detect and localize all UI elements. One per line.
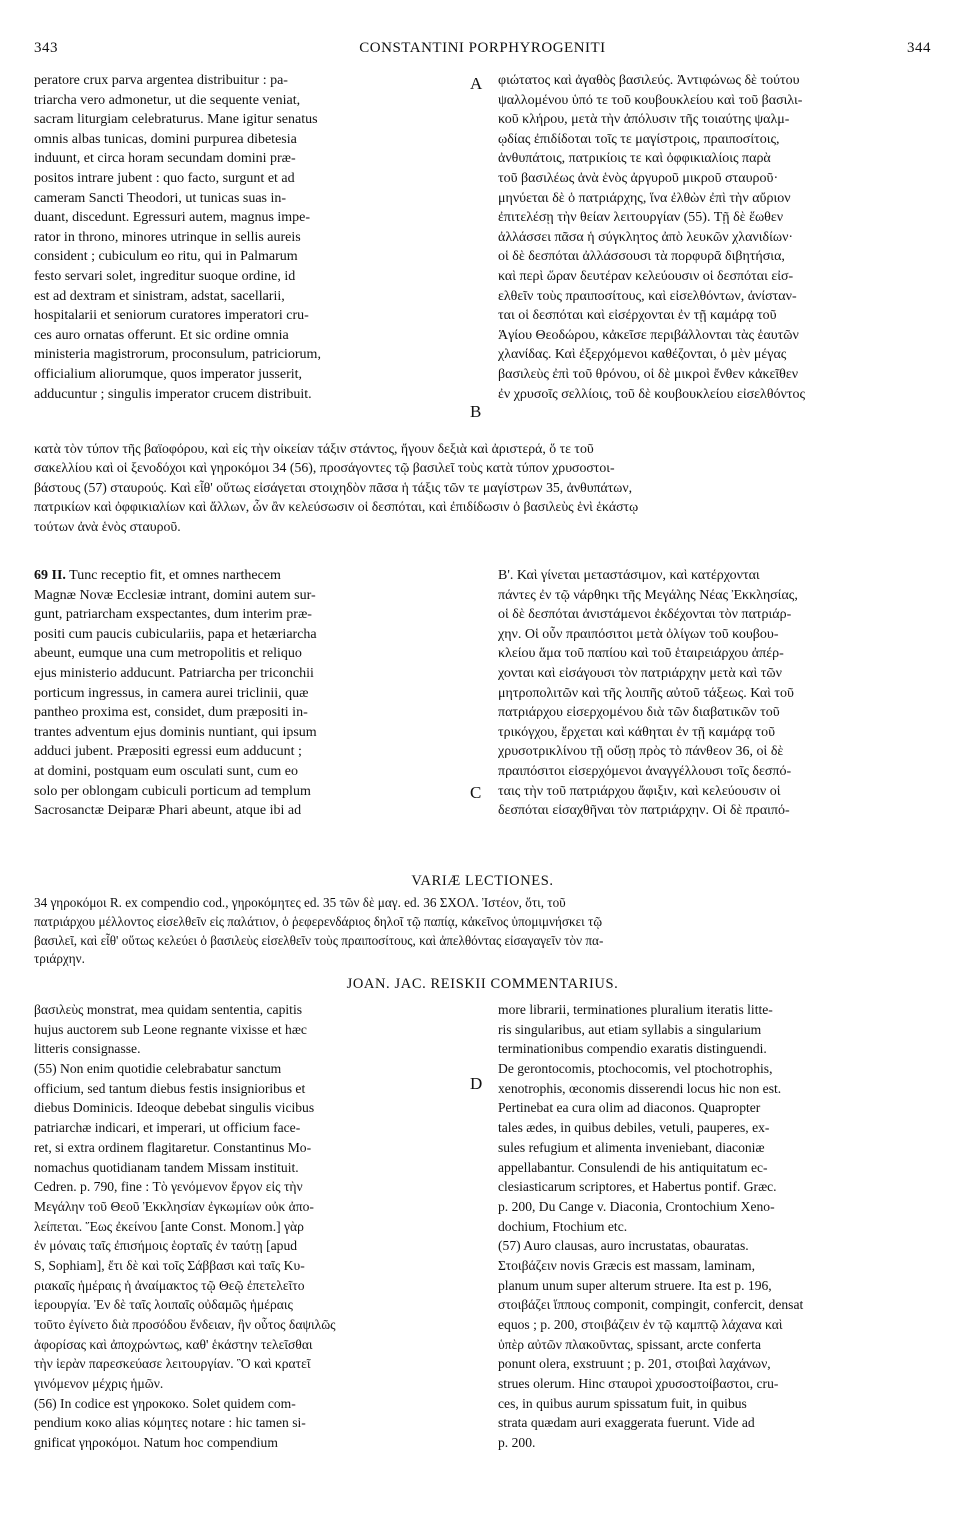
margin-marker-c: C [470, 783, 482, 802]
text-line: κοῦ κλήρου, μετὰ τὴν ἀπόλυσιν τῆς τοιαύτης ψαλμ- [498, 112, 790, 128]
commentary-line: more librarii, terminationes pluralium iteratis litte- [498, 1002, 773, 1017]
text-line [34, 762, 466, 782]
note-line: βασιλεῖ, καὶ εἶθ' οὕτως κελεύει ὁ βασιλεὺς εἰσελθεῖν τοὺς πραιποσίτους, καὶ ἀπελθόντας εἰσαγαγεῖν τὸν πα- [34, 932, 604, 948]
text-line: rator in throno, minores utrinque in sellis aureis [34, 229, 301, 245]
commentary-line: dochium, Ftochium etc. [498, 1218, 628, 1234]
commentary-line: planum unum super alterum struere. Ita est p. 196, [498, 1277, 772, 1293]
commentary-line: ret, si extra ordinem flagitaretur. Constantinus Mo- [34, 1139, 312, 1155]
text-line: peratore crux parva argentea distribuitur : pa- [34, 73, 288, 88]
page-header [34, 40, 931, 62]
text-line: τοῦ βασιλέως ἀνὰ ἑνὸς ἀργυροῦ μικροῦ σταυροῦ· [498, 170, 779, 186]
line-text: abeunt, eumque una cum metropolitis et reliquo [34, 646, 302, 662]
commentary-line: ἐν μόναις ταῖς ἐπισήμοις ἑορταῖς ἐν ταύτῃ [apud [34, 1238, 298, 1254]
commentary-line: sules refugium et alimenta inveniebant, diaconiæ [498, 1139, 765, 1155]
line-text: Magnæ Novæ Ecclesiæ intrant, domini autem sur- [34, 587, 316, 603]
commentary-heading: JOAN. JAC. REISKII COMMENTARIUS. [346, 976, 619, 992]
commentary-line: p. 200, Du Cange v. Diaconia, Crontochium Xeno- [498, 1198, 775, 1214]
commentary-line: ὑπὲρ αὐτῶν πλακοῦντας, spissant, arcte conferta [498, 1336, 762, 1352]
line-text: pantheo proxima est, considet, dum præpositi in- [34, 705, 308, 721]
text-line: ἐν χρυσοῖς σελλίοις, τοῦ δὲ κουβουκλείου εἰσελθόντος [498, 386, 806, 402]
line-text: solo per oblongam cubiculi porticum ad templum [34, 783, 311, 799]
text-line: hospitalarii et seniorum curatores imperatori cru- [34, 308, 309, 324]
text-line: ψαλλομένου ὑπό τε τοῦ κουβουκλείου καὶ τοῦ βασιλι- [498, 92, 803, 108]
line-text: Sacrosanctæ Deiparæ Phari abeunt, atque ibi ad [34, 803, 302, 819]
commentary-line: tales ædes, in quibus debiles, vetuli, pauperes, ex- [498, 1120, 770, 1136]
text-line: πραιπόσιτοι εἰσερχόμενοι ἀναγγέλλουσι τοῖς δεσπό- [498, 763, 792, 779]
text-line [34, 782, 466, 802]
text-line: triarcha vero admonetur, ut die sequente veniat, [34, 92, 301, 108]
commentary-line: strata quædam auri exaggerata fuerunt. Vide ad [498, 1415, 755, 1431]
commentary-line: βασιλεὺς monstrat, mea quidam sententia, capitis [34, 1002, 303, 1017]
margin-marker-a: A [470, 74, 483, 93]
commentary-line: pendium κοκο alias κόμητες notare : hic tamen si- [34, 1415, 306, 1431]
commentary-line: gnificat γηροκόμοι. Natum hoc compendium [34, 1435, 278, 1451]
text-line: sacram liturgiam celebraturus. Mane igitur senatus [34, 112, 318, 128]
text-line: κατὰ τὸν τύπον τῆς βαϊοφόρου, καὶ εἰς τὴν οἰκείαν τάξιν στάντος, ἤγουν δεξιὰ καὶ ἀριστερά, ὅ τε τοῦ [34, 441, 594, 456]
commentary-line: τὴν ἱερὰν παρεσκεύασε λειτουργίαν. Ὃ καὶ κρατεῖ [34, 1356, 311, 1372]
commentary-line: Pertinebat ea cura olim ad diaconos. Quapropter [498, 1100, 761, 1116]
text-line: Β'. Καὶ γίνεται μεταστάσιμον, καὶ κατέρχονται [498, 568, 760, 583]
text-line: μηνύεται δὲ ὁ πατριάρχης, ἵνα ἐλθὼν ἐπὶ τὴν αὔριον [498, 190, 791, 206]
commentary-line: (56) In codice est γηροκοκο. Solet quidem com- [34, 1395, 296, 1411]
commentary-line: στοιβάζει ἵππους componit, compingit, confercit, densat [498, 1297, 804, 1313]
commentary-line: τοῦτο ἐγίνετο διὰ προσόδου ἔνδειαν, ἣν οὗτος δαψιλῶς [34, 1317, 336, 1332]
commentary-line: (55) Non enim quotidie celebrabatur sanctum [34, 1061, 282, 1077]
text-line: consident ; cubiculum eo ritu, qui in Palmarum [34, 249, 298, 265]
commentary-line: ris singularibus, aut etiam syllabis a singularium [498, 1021, 762, 1037]
commentary-line: γινόμενον μέχρις ἡμῶν. [34, 1376, 164, 1392]
commentary-line: terminationibus compendio exaratis distinguendi. [498, 1041, 767, 1057]
text-line: βάστους (57) σταυρούς. Καὶ εἶθ' οὕτως εἰσάγεται στοιχηδὸν πᾶσα ἡ τάξις τῶν τε μαγίστρων 35, ἀνθυπάτων, [34, 479, 633, 495]
text-line: ἀλλάσσει πᾶσα ἡ σύγκλητος ἀπὸ λευκῶν χλανιδίων· [498, 229, 794, 245]
variae-lectiones-heading: VARIÆ LECTIONES. [411, 873, 554, 889]
margin-marker-d: D [470, 1074, 483, 1093]
margin-marker-b: B [470, 402, 482, 421]
commentary-line: appellabantur. Consulendi de his antiquitatum ec- [498, 1159, 768, 1175]
latin-column-bottom [34, 566, 466, 821]
text-line: χρυσοτρικλίνου τῇ οὔσῃ πρὸς τὸ πάνθεον 36, οἱ δὲ [498, 744, 784, 760]
text-line: κλείου ἅμα τοῦ παπίου καὶ τοῦ ἑταιρειάρχου ἀπέρ- [498, 646, 784, 662]
line-text: ejus ministerio adducunt. Patriarcha per triconchii [34, 665, 314, 681]
text-line: οἱ δὲ δεσπόται ἀλλάσσουσι τὰ πορφυρᾶ διβητήσια, [498, 249, 785, 265]
commentary-line: ἀφορίσας καὶ ἀποχρώντως, καθ' ἑκάστην τελεῖσθαι [34, 1336, 313, 1352]
commentary-right-column [498, 1000, 933, 1453]
text-line: πατριάρχου εἰσερχομένου διὰ τῶν διαβατικῶν τοῦ [498, 705, 780, 721]
commentary-line: Στοιβάζειν novis Græcis est massam, laminam, [498, 1257, 755, 1273]
text-line: καὶ περὶ ὥραν δευτέραν κελεύουσιν οἱ δεσπόται εἰσ- [498, 268, 794, 284]
commentary-line: xenotrophis, œconomis disserendi locus hic non est. [498, 1080, 782, 1096]
text-line: festo servari solet, ingreditur suoque ordine, id [34, 268, 296, 284]
latin-column-top [34, 71, 466, 404]
commentary-line: hujus auctorem sub Leone regnante vixisse et hæc [34, 1021, 307, 1037]
text-line: χην. Οἱ οὖν πραιπόσιτοι μετὰ ὀλίγων τοῦ κουβου- [498, 626, 779, 642]
text-line [34, 801, 466, 821]
text-line: ces auro ornatas offerunt. Et sic ordine omnia [34, 327, 289, 343]
commentary-line: Cedren. p. 790, fine : Τὸ γενόμενον ἔργον εἰς τὴν [34, 1179, 303, 1195]
text-line: positos intrare jubent : quo facto, surgunt et ad [34, 170, 295, 186]
commentary-line: (57) Auro clausas, auro incrustatas, obauratas. [498, 1238, 749, 1254]
line-text: positi cum paucis cubiculariis, papa et hetæriarcha [34, 626, 317, 642]
text-line: πάντες ἐν τῷ νάρθηκι τῆς Μεγάλης Νέας Ἐκκλησίας, [498, 587, 798, 603]
note-line: 34 γηροκόμοι R. ex compendio cod., γηροκόμητες ed. 35 τῶν δὲ μαγ. ed. 36 ΣΧΟΛ. Ἰστέον, ὅτι, τοῦ [34, 895, 566, 910]
greek-full-width-text [34, 441, 931, 538]
commentary-line: patriarchæ indicari, et imperari, ut officium face- [34, 1120, 301, 1136]
text-line: omnis albas tunicas, domini purpurea dibetesia [34, 131, 297, 147]
text-line [34, 664, 466, 684]
commentary-line: strues olerum. Hinc σταυροὶ χρυσοστοίβαστοι, cru- [498, 1376, 779, 1392]
text-line: μητροπολιτῶν καὶ τῆς λοιπῆς αὐτοῦ τάξεως. Καὶ τοῦ [498, 685, 794, 701]
commentary-line: De gerontocomis, ptochocomis, vel ptochotrophis, [498, 1061, 773, 1077]
page-title: CONSTANTINI PORPHYROGENITI [359, 40, 606, 56]
text-line: induunt, et circa horam secundam domini præ- [34, 151, 296, 167]
commentary-line: λείπεται. Ἕως ἐκείνου [ante Const. Monom.] γὰρ [34, 1218, 304, 1234]
text-line [34, 566, 466, 586]
text-line: ἐπιτελέσῃ τὴν θείαν λειτουργίαν (55). Τῇ δὲ ἕωθεν [498, 210, 784, 226]
commentary-line: litteris consignasse. [34, 1041, 141, 1057]
commentary-line: clesiasticarum scriptores, et Habertus pontif. Græc. [498, 1179, 777, 1195]
text-line: χονται καὶ εἰσάγουσι τὸν πατριάρχην μετὰ καὶ τῶν [498, 665, 782, 681]
text-line: officialium aliorumque, quos imperator jusserit, [34, 366, 303, 382]
line-text: gunt, patriarcham exspectantes, dum interim præ- [34, 607, 312, 623]
text-line [34, 586, 466, 606]
text-line: ταις τὴν τοῦ πατριάρχου ἄφιξιν, καὶ κελεύουσιν οἱ [498, 783, 781, 799]
text-line: πατρικίων καὶ ὀφφικιαλίων καὶ ἄλλων, ὧν ἂν κελεύσωσιν οἱ δεσπόται, καὶ ἐπιδίδωσιν ὁ βασιλεὺς ἑνὶ ἑκάστῳ [34, 499, 639, 515]
commentary-line: officium, sed tantum diebus festis insignioribus et [34, 1080, 306, 1096]
text-line: cameram Sancti Theodori, ut tunicas suas in- [34, 190, 287, 206]
text-line: ministeria magistrorum, proconsulum, patriciorum, [34, 347, 321, 363]
text-line [34, 644, 466, 664]
text-line: ῳδίας ἐπιδίδοται τοῖς τε μαγίστροις, πραιποσίτοις, [498, 131, 780, 147]
section-number: 69 II. [34, 568, 66, 583]
page-number-right: 344 [907, 40, 931, 56]
page-number-left: 343 [34, 40, 58, 56]
line-text: adduci jubent. Præpositi egressi eum adducunt ; [34, 744, 302, 760]
text-line [34, 605, 466, 625]
text-line: est ad dextram et sinistram, adstat, sacellarii, [34, 288, 285, 304]
commentary-line: ριακαῖς ἡμέραις ἡ ἀναίμακτος τῷ Θεῷ ἐπετελεῖτο [34, 1277, 305, 1293]
text-line: ται οἱ δεσπόται καὶ εἰσέρχονται ἐν τῇ καμάρᾳ τοῦ [498, 308, 777, 324]
greek-column-top [498, 71, 931, 404]
text-line [34, 684, 466, 704]
text-line [34, 742, 466, 762]
commentary-line: ponunt olera, exstruunt ; p. 201, στοιβαὶ λαχάνων, [498, 1356, 771, 1372]
text-line: οἱ δὲ δεσπόται ἀνιστάμενοι ἐκδέχονται τὸν πατριάρ- [498, 607, 792, 623]
text-line: duant, discedunt. Egressuri autem, magnus impe- [34, 210, 311, 226]
text-line: δεσπόται εἰσαχθῆναι τὸν πατριάρχην. Οἱ δὲ πραιπό- [498, 803, 790, 819]
text-line: βασιλεὺς ἐπὶ τοῦ θρόνου, οἱ δὲ μικροὶ ἔνθεν κἀκεῖθεν [498, 366, 799, 382]
text-line: ἀνθυπάτοις, πατρικίοις τε καὶ ὀφφικιαλίοις παρὰ [498, 151, 771, 167]
commentary-line: nomachus quotidianam tandem Missam instituit. [34, 1159, 299, 1175]
text-line: ελθεῖν τοὺς πραιποσίτους, καὶ εἰσελθόντων, ἀνίσταν- [498, 288, 797, 304]
commentary-line: p. 200. [498, 1435, 536, 1451]
line-text: porticum ingressus, in camera aurei triclinii, quæ [34, 685, 309, 701]
text-line [34, 625, 466, 645]
line-text: Tunc receptio fit, et omnes narthecem [65, 568, 281, 583]
note-line: πατριάρχου μέλλοντος εἰσελθεῖν εἰς παλάτιον, ὁ ῥεφερενδάριος δηλοῖ τῷ παπίᾳ, κἀκεῖνος ὑπομιμνήσκει τῷ [34, 913, 603, 929]
commentary-line: S, Sophiam], ἔτι δὲ καὶ τοῖς Σάββασι καὶ ταῖς Κυ- [34, 1257, 305, 1273]
text-line [34, 723, 466, 743]
line-text: at domini, postquam eum osculati sunt, cum eo [34, 763, 299, 779]
commentary-line: ces, in quibus aurum spissatum fuit, in quibus [498, 1395, 747, 1411]
text-line: σακελλίου καὶ οἱ ξενοδόχοι καὶ γηροκόμοι 34 (56), προσάγοντες τῷ βασιλεῖ τοὺς κατὰ τύπον χρυσοστοι- [34, 460, 615, 476]
line-text: trantes adventum ejus dominis nuntiant, qui ipsum [34, 724, 317, 740]
text-line: Ἁγίου Θεοδώρου, κἀκεῖσε περιβάλλονται τὰς ἑαυτῶν [498, 327, 799, 343]
commentary-line: diebus Dominicis. Ideoque debebat singulis vicibus [34, 1100, 315, 1116]
text-line: τρικόγχου, ἔρχεται καὶ κάθηται ἐν τῇ καμάρᾳ τοῦ [498, 724, 776, 740]
commentary-left-column [34, 1000, 464, 1453]
variae-lectiones-notes [34, 893, 931, 968]
commentary-line: Μεγάλην τοῦ Θεοῦ Ἐκκλησίαν ἐγκωμίων οὐκ ἀπο- [34, 1198, 314, 1214]
greek-column-bottom [498, 566, 931, 821]
text-line: τούτων ἀνὰ ἑνὸς σταυροῦ. [34, 518, 181, 534]
commentary-line: equos ; p. 200, στοιβάζειν ἐν τῷ καμπτῷ λάχανα καὶ [498, 1317, 783, 1332]
text-line: adducuntur ; singulis imperator crucem distribuit. [34, 386, 312, 402]
note-line: τριάρχην. [34, 951, 85, 967]
text-line: χλανίδας. Καὶ ἐξερχόμενοι καθέζονται, ὁ μὲν μέγας [498, 347, 787, 363]
text-line [34, 703, 466, 723]
commentary-line: ἱερουργία. Ἐν δὲ ταῖς λοιπαῖς οὐδαμῶς ἡμέραις [34, 1297, 293, 1313]
text-line: φιώτατος καὶ ἀγαθὸς βασιλεύς. Ἀντιφώνως δὲ τούτου [498, 73, 800, 88]
